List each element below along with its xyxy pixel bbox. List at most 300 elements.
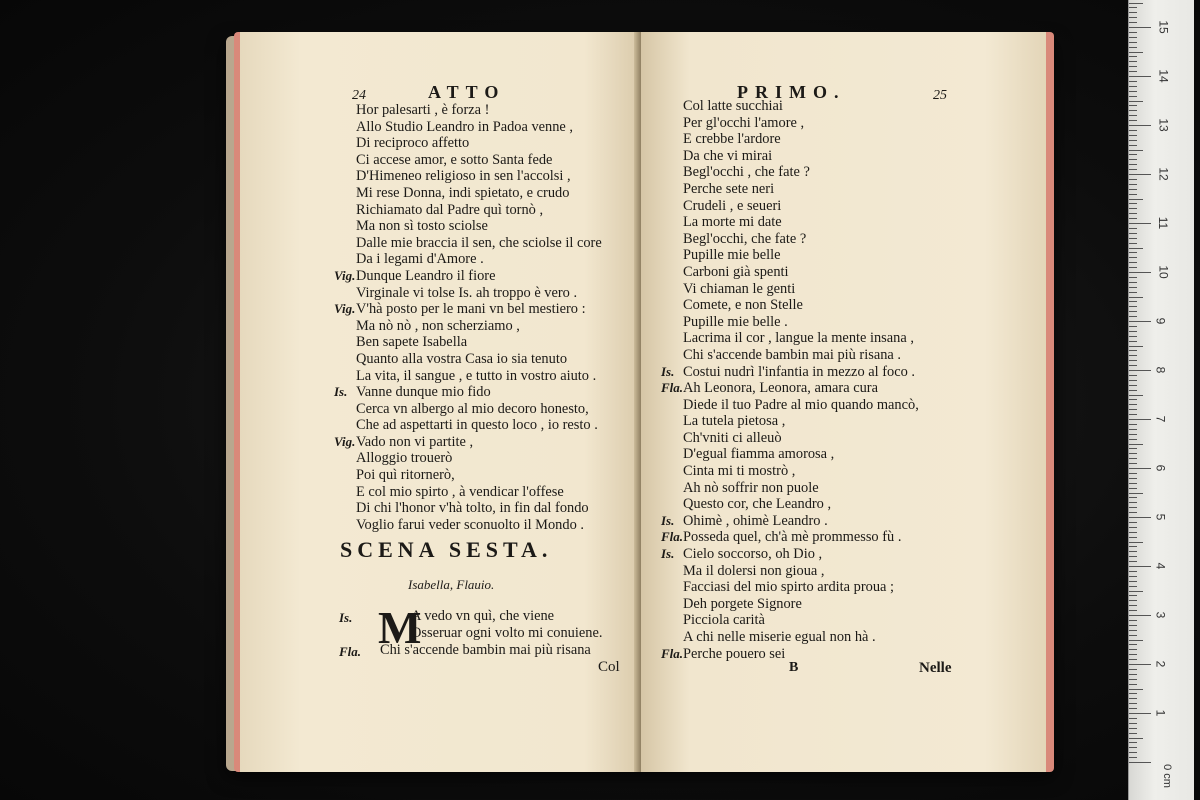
ruler-tick	[1129, 586, 1137, 587]
ruler-unit-label: 0 cm	[1160, 764, 1173, 788]
ruler-tick	[1129, 150, 1143, 151]
verse-line	[334, 267, 602, 285]
ruler-tick	[1129, 659, 1137, 660]
ruler-tick	[1129, 252, 1137, 253]
ruler-tick	[1129, 380, 1137, 381]
ruler-tick	[1129, 689, 1143, 690]
verse-text: Costui nudrì l'infantia in mezzo al foco .	[683, 363, 915, 380]
ruler-tick	[1129, 478, 1137, 479]
verse-line	[356, 152, 602, 169]
verse-line	[683, 596, 919, 613]
verse-text: Da che vi mirai	[683, 147, 773, 164]
verse-line	[334, 433, 602, 451]
verse-line	[356, 135, 602, 152]
right-page	[641, 32, 1054, 772]
verse-text: Virginale vi tolse Is. ah troppo è vero .	[356, 284, 578, 301]
ruler-tick	[1129, 262, 1137, 263]
ruler-tick	[1129, 399, 1137, 400]
right-running-header: PRIMO.	[737, 82, 846, 102]
verse-line	[661, 645, 919, 663]
verse-line	[683, 297, 919, 314]
ruler-number: 7	[1153, 415, 1168, 423]
verse-line	[356, 450, 602, 467]
verse-line	[683, 264, 919, 281]
ruler-tick	[1129, 537, 1137, 538]
ruler-tick	[1129, 610, 1137, 611]
ruler-tick	[1129, 434, 1137, 435]
speaker-tag: Fla.	[661, 380, 684, 396]
verse-line	[661, 546, 919, 563]
speaker-tag: Is.	[339, 610, 353, 625]
verse-line	[356, 484, 602, 501]
ruler-tick	[1129, 669, 1137, 670]
verse-line	[683, 446, 919, 463]
speaker-tag: Vig.	[334, 301, 356, 317]
ruler-tick	[1129, 444, 1143, 445]
ruler-tick	[1129, 326, 1137, 327]
verse-line	[683, 330, 919, 347]
ruler-tick	[1129, 341, 1137, 342]
verse-text: Ah nò soffrir non puole	[683, 479, 819, 496]
verse-text: Ma il dolersi non gioua ,	[683, 562, 825, 579]
verse-text: Posseda quel, ch'à mè prommesso fù .	[683, 529, 902, 546]
verse-text: Begl'occhi, che fate ?	[683, 230, 807, 247]
ruler-tick	[1129, 409, 1137, 410]
verse-line	[356, 218, 602, 235]
verse-line	[356, 119, 602, 136]
verse-text: Di chi l'honor v'hà tolto, in fin dal fondo	[356, 500, 589, 517]
ruler-tick	[1129, 635, 1137, 636]
ruler-tick	[1129, 419, 1151, 420]
verse-text: Vado non vi partite ,	[356, 433, 474, 450]
speaker-tag: Vig.	[334, 433, 356, 449]
verse-line	[683, 98, 919, 115]
verse-text: Pupille mie belle .	[683, 313, 788, 330]
ruler-number: 8	[1153, 366, 1168, 374]
ruler-tick	[1129, 708, 1137, 709]
ruler-tick	[1129, 600, 1137, 601]
ruler-tick	[1129, 752, 1137, 753]
ruler-tick	[1129, 375, 1137, 376]
verse-line	[356, 517, 602, 534]
ruler-tick	[1129, 473, 1137, 474]
speaker-tag: Fla.	[339, 644, 362, 659]
verse-line	[334, 384, 602, 401]
ruler-tick	[1129, 169, 1137, 170]
verse-text: E col mio spirto , à vendicar l'offese	[356, 483, 564, 500]
verse-line	[683, 281, 919, 298]
verse-line	[683, 463, 919, 480]
ruler-tick	[1129, 223, 1151, 224]
ruler-tick	[1129, 52, 1143, 53]
ruler-tick	[1129, 331, 1137, 332]
ruler-tick	[1129, 115, 1137, 116]
verse-text: Dalle mie braccia il sen, che sciolse il core	[356, 234, 602, 251]
ruler-tick	[1129, 350, 1137, 351]
ruler-tick	[1129, 203, 1137, 204]
speaker-tag: Vig.	[334, 267, 356, 283]
ruler-tick	[1129, 591, 1143, 592]
verse-text: Comete, e non Stelle	[683, 297, 803, 314]
verse-line	[683, 480, 919, 497]
ruler-tick	[1129, 56, 1137, 57]
verse-text: Questo cor, che Leandro ,	[683, 496, 832, 513]
ruler-tick	[1129, 414, 1137, 415]
ruler-tick	[1129, 747, 1137, 748]
ruler-number: 3	[1153, 611, 1168, 619]
speaker-tag: Is.	[661, 512, 675, 528]
ruler-tick	[1129, 164, 1137, 165]
verse-text: Ohimè , ohimè Leandro .	[683, 512, 828, 529]
verse-text: Ben sapete Isabella	[356, 334, 468, 351]
verse-text: Che ad aspettarti in questo loco , io resto .	[356, 417, 598, 434]
ruler-tick	[1129, 199, 1143, 200]
ruler-tick	[1129, 101, 1143, 102]
ruler-tick	[1129, 693, 1137, 694]
ruler-tick	[1129, 96, 1137, 97]
ruler-number: 14	[1156, 69, 1171, 83]
ruler-tick	[1129, 184, 1137, 185]
ruler-tick	[1129, 12, 1137, 13]
speaker-tag: Is.	[661, 546, 675, 562]
verse-text: Cinta mi ti mostrò ,	[683, 463, 796, 480]
verse-text: Poi quì ritornerò,	[356, 467, 455, 484]
ruler-tick	[1129, 385, 1137, 386]
ruler-tick	[1129, 66, 1137, 67]
verse-line: Chi s'accende bambin mai più risana	[380, 642, 591, 658]
verse-text: Vanne dunque mio fido	[356, 384, 491, 401]
verse-text: Ci accese amor, e sotto Santa fede	[356, 151, 553, 168]
ruler-tick	[1129, 733, 1137, 734]
ruler-tick	[1129, 483, 1137, 484]
ruler-tick	[1129, 649, 1137, 650]
scene-title: SCENA SESTA.	[340, 537, 553, 562]
verse-line	[683, 131, 919, 148]
ruler-tick	[1129, 542, 1143, 543]
verse-text: Begl'occhi , che fate ?	[683, 164, 810, 181]
ruler-tick	[1129, 311, 1137, 312]
ruler-tick	[1129, 81, 1137, 82]
ruler-tick	[1129, 3, 1143, 4]
left-running-header: ATTO	[428, 82, 506, 102]
ruler-tick	[1129, 595, 1137, 596]
verse-text: La morte mi date	[683, 214, 782, 231]
ruler-tick	[1129, 640, 1143, 641]
ruler-tick	[1129, 47, 1137, 48]
verse-line	[356, 235, 602, 252]
ruler-tick	[1129, 370, 1151, 371]
verse-text: Diede il tuo Padre al mio quando mancò,	[683, 396, 919, 413]
catchword: Col	[598, 659, 620, 675]
verse-line	[683, 164, 919, 181]
ruler-tick	[1129, 208, 1137, 209]
verse-line	[356, 368, 602, 385]
ruler-tick	[1129, 644, 1137, 645]
left-page-number: 24	[352, 88, 366, 103]
ruler-tick	[1129, 390, 1137, 391]
ruler-tick	[1129, 301, 1137, 302]
ruler-tick	[1129, 468, 1151, 469]
dropcap-initial: M	[378, 602, 422, 653]
ruler-number: 5	[1153, 513, 1168, 521]
ruler-tick	[1129, 105, 1137, 106]
verse-line	[683, 214, 919, 231]
ruler-tick	[1129, 532, 1137, 533]
ruler-tick	[1129, 336, 1137, 337]
ruler-tick	[1129, 581, 1137, 582]
verse-text: Facciasi del mio spirto ardita proua ;	[683, 579, 895, 596]
ruler-tick	[1129, 527, 1137, 528]
scene-characters: Isabella, Flauio.	[408, 577, 495, 592]
ruler-tick	[1129, 703, 1137, 704]
ruler-tick	[1129, 218, 1137, 219]
verse-text: Pupille mie belle	[683, 247, 781, 264]
verse-text: Per gl'occhi l'amore ,	[683, 114, 805, 131]
ruler-tick	[1129, 125, 1151, 126]
verse-text: Alloggio trouerò	[356, 450, 453, 467]
verse-line: A vedo vn quì, che viene	[411, 608, 555, 624]
ruler-tick	[1129, 174, 1151, 175]
ruler-tick	[1129, 684, 1137, 685]
verse-text: E crebbe l'ardore	[683, 131, 781, 148]
verse-text: Carboni già spenti	[683, 263, 789, 280]
verse-text: Deh porgete Signore	[683, 595, 802, 612]
verse-text: D'egual fiamma amorosa ,	[683, 446, 835, 463]
ruler-tick	[1129, 738, 1143, 739]
ruler-number: 11	[1156, 216, 1171, 230]
ruler-tick	[1129, 664, 1151, 665]
right-verse-lines	[661, 98, 919, 662]
verse-text: Perche pouero sei	[683, 645, 786, 662]
ruler-tick	[1129, 61, 1137, 62]
open-book	[226, 28, 1056, 773]
ruler-tick	[1129, 497, 1137, 498]
ruler-tick	[1129, 674, 1137, 675]
verse-text: Mi rese Donna, indi spietato, e crudo	[356, 184, 570, 201]
ruler-tick	[1129, 625, 1137, 626]
verse-text: Chi s'accende bambin mai più risana .	[683, 346, 901, 363]
ruler-tick	[1129, 110, 1137, 111]
ruler-tick	[1129, 502, 1137, 503]
ruler-tick	[1129, 37, 1137, 38]
ruler-tick	[1129, 718, 1137, 719]
verse-line	[661, 363, 919, 381]
speaker-tag: Fla.	[661, 529, 684, 545]
ruler-tick	[1129, 728, 1137, 729]
verse-line	[356, 401, 602, 418]
ruler-tick	[1129, 522, 1137, 523]
ruler-tick	[1129, 306, 1137, 307]
verse-text: Ma non sì tosto sciolse	[356, 218, 488, 235]
ruler-tick	[1129, 355, 1137, 356]
ruler-tick	[1129, 404, 1137, 405]
signature-mark: B	[789, 660, 799, 675]
ruler-tick	[1129, 698, 1137, 699]
ruler-tick	[1129, 267, 1137, 268]
ruler-tick	[1129, 282, 1137, 283]
verse-text: Da i legami d'Amore .	[356, 251, 484, 268]
ruler-tick	[1129, 551, 1137, 552]
ruler-tick	[1129, 140, 1137, 141]
verse-line	[683, 496, 919, 513]
verse-line: Osseruar ogni volto mi conuiene.	[411, 625, 603, 641]
verse-line	[683, 198, 919, 215]
verse-line	[683, 347, 919, 364]
ruler-tick	[1129, 723, 1137, 724]
ruler-tick	[1129, 233, 1137, 234]
ruler-tick	[1129, 213, 1137, 214]
ruler-tick	[1129, 27, 1151, 28]
ruler-number: 13	[1156, 118, 1171, 132]
verse-line	[356, 334, 602, 351]
ruler-tick	[1129, 742, 1137, 743]
verse-text: Cielo soccorso, oh Dio ,	[683, 546, 823, 563]
ruler-tick	[1129, 713, 1151, 714]
right-page-number: 25	[933, 88, 947, 103]
ruler-tick	[1129, 576, 1137, 577]
ruler-tick	[1129, 321, 1151, 322]
verse-line	[356, 185, 602, 202]
ruler-tick	[1129, 248, 1143, 249]
verse-line	[356, 251, 602, 268]
ruler-tick	[1129, 238, 1137, 239]
ruler-tick	[1129, 76, 1151, 77]
verse-line	[683, 579, 919, 596]
speaker-tag: Is.	[334, 384, 348, 400]
ruler-tick	[1129, 512, 1137, 513]
ruler-tick	[1129, 277, 1137, 278]
ruler-tick	[1129, 159, 1137, 160]
ruler-tick	[1129, 424, 1137, 425]
verse-text: Hor palesarti , è forza !	[356, 102, 490, 118]
ruler-tick	[1129, 556, 1137, 557]
ruler-tick	[1129, 194, 1137, 195]
ruler-tick	[1129, 32, 1137, 33]
verse-text: Crudeli , e seueri	[683, 197, 782, 214]
ruler-tick	[1129, 395, 1143, 396]
verse-line	[661, 529, 919, 546]
ruler-tick	[1129, 561, 1137, 562]
ruler-tick	[1129, 297, 1143, 298]
ruler-tick	[1129, 292, 1137, 293]
ruler-number: 10	[1156, 265, 1171, 279]
ruler-tick	[1129, 243, 1137, 244]
ruler-tick	[1129, 654, 1137, 655]
verse-line	[683, 231, 919, 248]
verse-line	[683, 430, 919, 447]
ruler-tick	[1129, 439, 1137, 440]
ruler-tick	[1129, 630, 1137, 631]
catchword: Nelle	[919, 660, 952, 676]
ruler-tick	[1129, 22, 1137, 23]
verse-text: Voglio farui veder sconuolto il Mondo .	[356, 516, 584, 533]
ruler-tick	[1129, 757, 1137, 758]
verse-text: Ah Leonora, Leonora, amara cura	[683, 380, 878, 397]
ruler-tick	[1129, 120, 1137, 121]
ruler-tick	[1129, 615, 1151, 616]
ruler-tick	[1129, 228, 1137, 229]
speaker-tag: Fla.	[661, 645, 684, 661]
ruler-tick	[1129, 272, 1151, 273]
verse-text: Ch'vniti ci alleuò	[683, 429, 782, 446]
ruler-tick	[1129, 488, 1137, 489]
ruler-number: 9	[1153, 317, 1168, 325]
verse-line	[683, 413, 919, 430]
ruler-tick	[1129, 517, 1151, 518]
verse-text: Allo Studio Leandro in Padoa venne ,	[356, 118, 574, 135]
verse-text: Dunque Leandro il fiore	[356, 267, 496, 284]
ruler-tick	[1129, 448, 1137, 449]
ruler-tick	[1129, 316, 1137, 317]
ruler-tick	[1129, 620, 1137, 621]
verse-text: Cerca vn albergo al mio decoro honesto,	[356, 400, 589, 417]
verse-text: Di reciproco affetto	[356, 135, 470, 152]
verse-text: Ma nò nò , non scherziamo ,	[356, 317, 520, 334]
speaker-tag: Is.	[661, 363, 675, 379]
measurement-ruler	[1128, 0, 1194, 800]
verse-line	[356, 202, 602, 219]
verse-text: Col latte succhiai	[683, 98, 783, 114]
ruler-tick	[1129, 135, 1137, 136]
verse-text: Quanto alla vostra Casa io sia tenuto	[356, 350, 568, 367]
verse-text: Picciola carità	[683, 612, 765, 629]
ruler-tick	[1129, 360, 1137, 361]
ruler-tick	[1129, 453, 1137, 454]
verse-text: V'hà posto per le mani vn bel mestiero :	[356, 301, 586, 318]
ruler-tick	[1129, 365, 1137, 366]
left-page	[234, 32, 645, 772]
ruler-tick	[1129, 91, 1137, 92]
ruler-number: 2	[1153, 660, 1168, 668]
verse-text: A chi nelle miserie egual non hà .	[683, 629, 876, 645]
ruler-tick	[1129, 463, 1137, 464]
ruler-number: 15	[1156, 20, 1171, 34]
ruler-tick	[1129, 86, 1137, 87]
verse-text: La tutela pietosa ,	[683, 413, 786, 430]
verse-line	[356, 168, 602, 185]
ruler-tick	[1129, 257, 1137, 258]
verse-line	[683, 247, 919, 264]
ruler-tick	[1129, 7, 1137, 8]
verse-line	[661, 380, 919, 397]
verse-text: Perche sete neri	[683, 180, 775, 197]
ruler-tick	[1129, 546, 1137, 547]
ruler-tick	[1129, 346, 1143, 347]
verse-line	[683, 314, 919, 331]
ruler-tick	[1129, 71, 1137, 72]
ruler-number: 12	[1156, 167, 1171, 181]
ruler-tick	[1129, 493, 1143, 494]
verse-line	[683, 181, 919, 198]
ruler-number: 1	[1153, 709, 1168, 717]
verse-line	[356, 318, 602, 335]
verse-line	[683, 115, 919, 132]
verse-text: La vita, il sangue , e tutto in vostro aiuto .	[356, 367, 597, 384]
ruler-tick	[1129, 679, 1137, 680]
verse-line	[356, 500, 602, 517]
verse-line	[683, 563, 919, 580]
ruler-tick	[1129, 287, 1137, 288]
verse-line	[356, 417, 602, 434]
verse-line	[661, 512, 919, 530]
ruler-tick	[1129, 145, 1137, 146]
ruler-tick	[1129, 571, 1137, 572]
ruler-tick	[1129, 458, 1137, 459]
ruler-tick	[1129, 130, 1137, 131]
verse-line	[356, 102, 602, 119]
ruler-tick	[1129, 762, 1151, 763]
ruler-number: 6	[1153, 464, 1168, 472]
